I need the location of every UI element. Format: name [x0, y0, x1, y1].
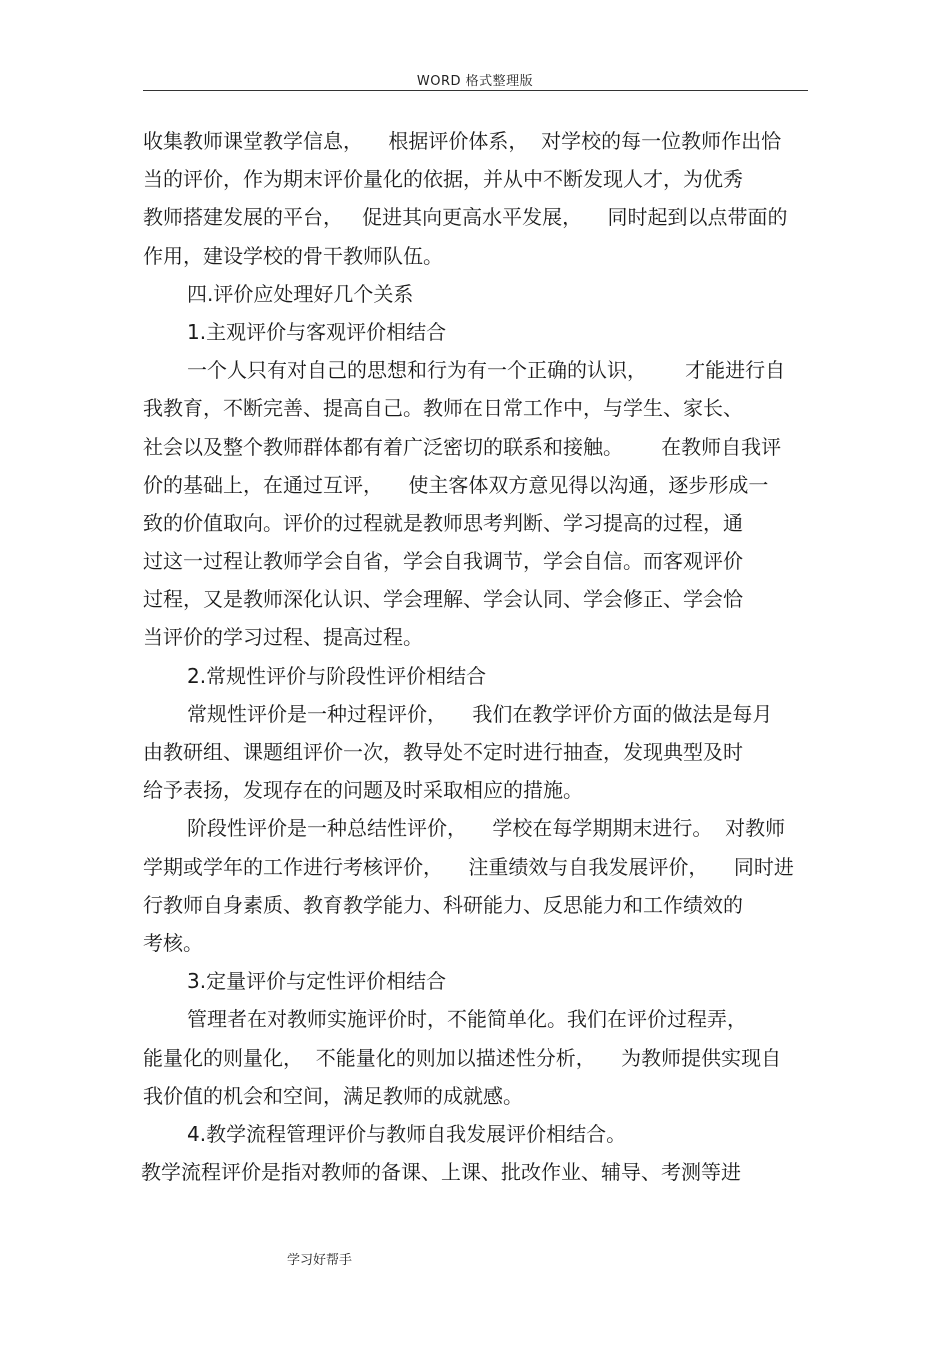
body-line: 四.评价应处理好几个关系	[187, 281, 414, 306]
body-line: 当评价的学习过程、提高过程。	[143, 625, 423, 650]
body-line: 由教研组、课题组评价一次，教导处不定时进行抽查，发现典型及时	[143, 740, 743, 764]
body-line: 教师搭建发展的平台， 促进其向更高水平发展， 同时起到以点带面的	[143, 205, 788, 230]
body-line: 2.常规性评价与阶段性评价相结合	[187, 663, 487, 688]
body-line: 收集教师课堂教学信息， 根据评价体系， 对学校的每一位教师作出恰	[143, 129, 782, 153]
body-line: 能量化的则量化， 不能量化的则加以描述性分析， 为教师提供实现自	[143, 1045, 782, 1070]
body-line: 给予表扬，发现存在的问题及时采取相应的措施。	[143, 778, 583, 803]
body-line: 我教育，不断完善、提高自己。教师在日常工作中，与学生、家长、	[143, 396, 743, 421]
body-line: 阶段性评价是一种总结性评价， 学校在每学期期末进行。 对教师	[187, 816, 786, 841]
body-line: 管理者在对教师实施评价时，不能简单化。我们在评价过程弄，	[187, 1007, 747, 1032]
body-line: 教学流程评价是指对教师的备课、上课、批改作业、辅导、考测等进	[141, 1160, 741, 1185]
body-line: 致的价值取向。评价的过程就是教师思考判断、学习提高的过程，通	[143, 510, 743, 535]
page-footer: 学习好帮手	[287, 1253, 353, 1268]
body-line: 一个人只有对自己的思想和行为有一个正确的认识， 才能进行自	[187, 358, 786, 383]
page-header: WORD 格式整理版	[416, 74, 534, 89]
body-line: 行教师自身素质、教育教学能力、科研能力、反思能力和工作绩效的	[143, 892, 743, 917]
body-line: 1.主观评价与客观评价相结合	[187, 319, 447, 344]
body-line: 我价值的机会和空间，满足教师的成就感。	[143, 1083, 523, 1108]
header-rule	[143, 90, 808, 91]
body-line: 当的评价，作为期末评价量化的依据，并从中不断发现人才，为优秀	[143, 167, 743, 192]
body-line: 作用，建设学校的骨干教师队伍。	[143, 243, 443, 268]
body-line: 社会以及整个教师群体都有着广泛密切的联系和接触。 在教师自我评	[143, 434, 782, 459]
body-line: 4.教学流程管理评价与教师自我发展评价相结合。	[187, 1121, 627, 1146]
body-line: 学期或学年的工作进行考核评价， 注重绩效与自我发展评价， 同时进	[143, 854, 794, 879]
body-line: 过程，又是教师深化认识、学会理解、学会认同、学会修正、学会恰	[143, 587, 743, 612]
body-line: 价的基础上，在通过互评， 使主客体双方意见得以沟通，逐步形成一	[143, 472, 769, 497]
body-line: 过这一过程让教师学会自省，学会自我调节，学会自信。而客观评价	[143, 549, 743, 574]
body-line: 3.定量评价与定性评价相结合	[187, 969, 447, 994]
document-body	[143, 122, 808, 1191]
body-line: 常规性评价是一种过程评价， 我们在教学评价方面的做法是每月	[187, 701, 773, 726]
body-line: 考核。	[143, 930, 203, 955]
